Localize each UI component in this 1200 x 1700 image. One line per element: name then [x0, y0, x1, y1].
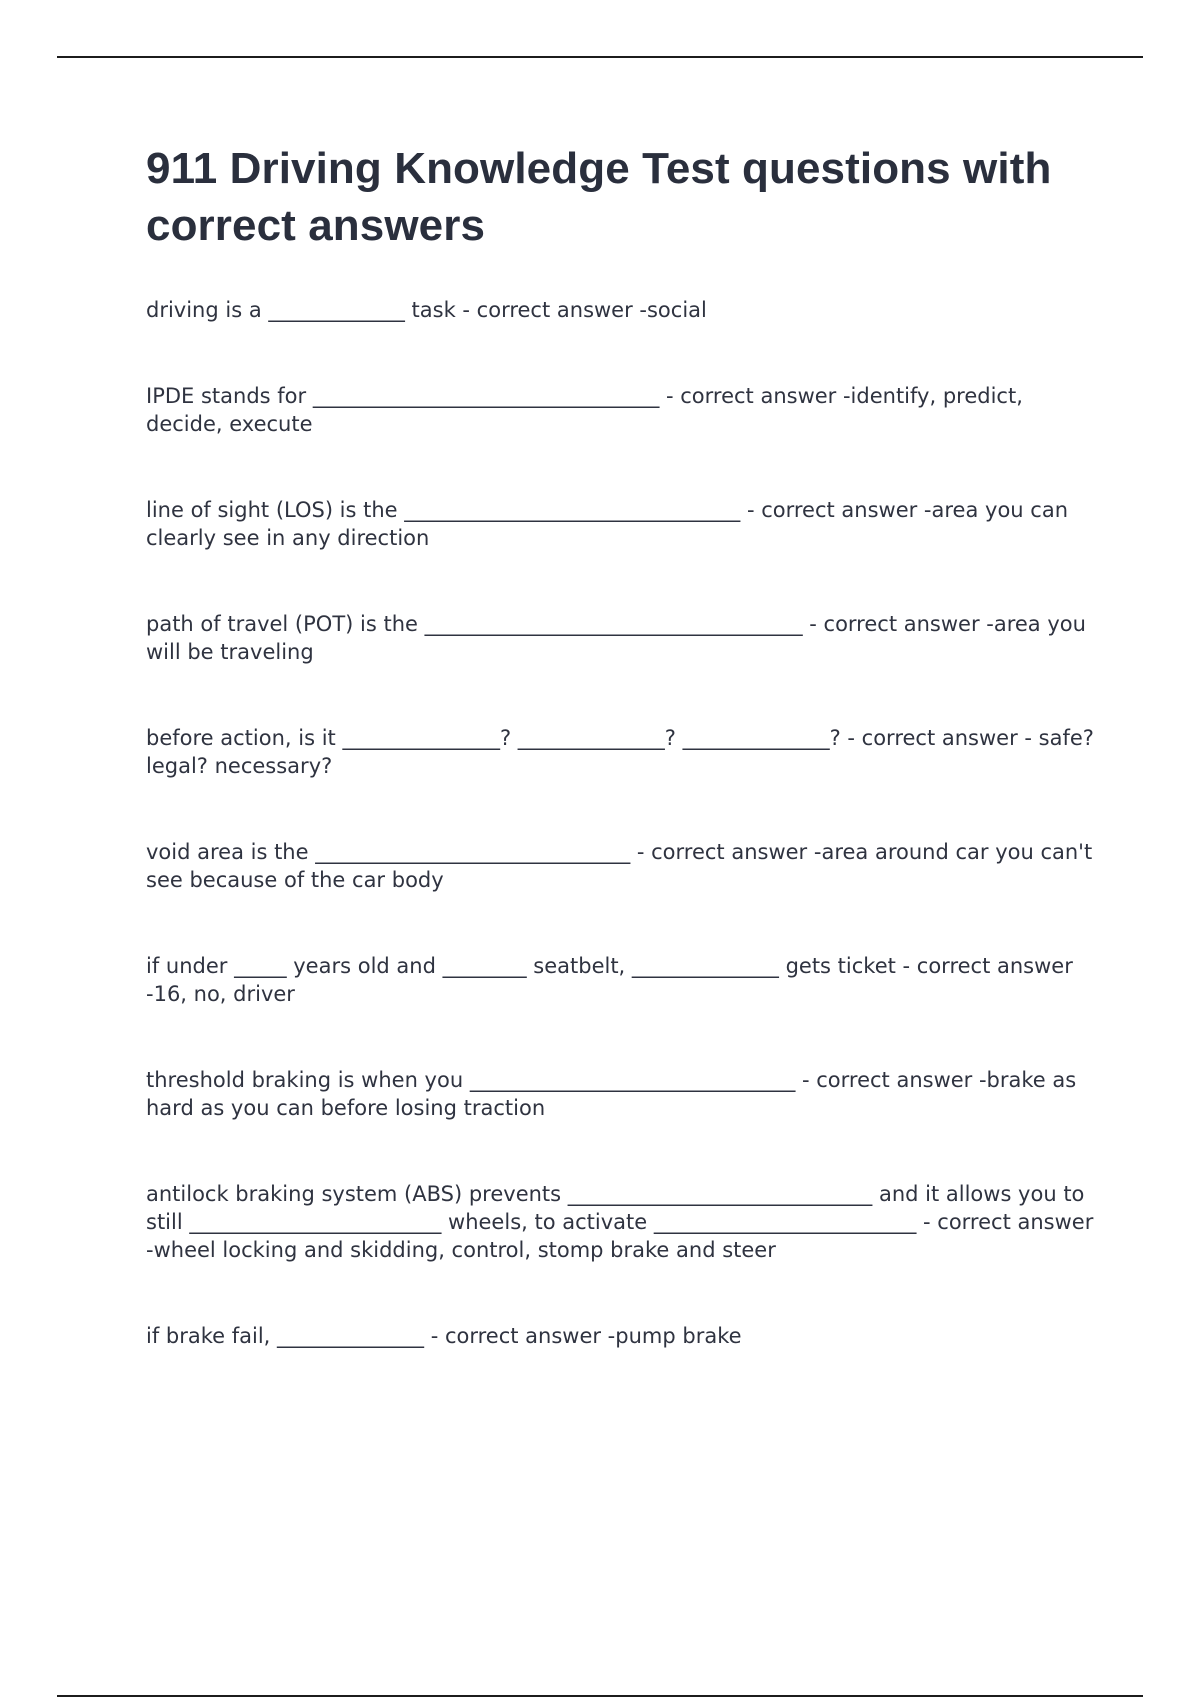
top-divider: [57, 56, 1143, 58]
question-item: before action, is it _______________? ______________? ______________? - correct answer - safe? legal? necessary?: [146, 726, 1094, 778]
document-title: 911 Driving Knowledge Test questions with correct answers: [146, 144, 1052, 250]
question-item: threshold braking is when you _______________________________ - correct answer -brake as hard as you can before losing traction: [146, 1068, 1077, 1120]
bottom-divider: [57, 1695, 1143, 1697]
question-list: [146, 296, 1096, 1350]
question-item: driving is a _____________ task - correct answer -social: [146, 298, 707, 322]
question-item: path of travel (POT) is the ____________________________________ - correct answer -area you will be traveling: [146, 612, 1086, 664]
question-item: void area is the ______________________________ - correct answer -area around car you can't see because of the car body: [146, 840, 1093, 892]
question-item: IPDE stands for _________________________________ - correct answer -identify, predict, decide, execute: [146, 384, 1023, 436]
question-item: antilock braking system (ABS) prevents _____________________________ and it allows you to still ________________________ wheels, to activate _________________________ - correct answer -wheel locking and skidding, control, stomp brake and steer: [146, 1182, 1094, 1262]
question-item: line of sight (LOS) is the ________________________________ - correct answer -area you can clearly see in any direction: [146, 498, 1069, 550]
document-body: [146, 140, 1096, 1350]
question-item: if under _____ years old and ________ seatbelt, ______________ gets ticket - correct answer -16, no, driver: [146, 954, 1073, 1006]
question-item: if brake fail, ______________ - correct answer -pump brake: [146, 1324, 742, 1348]
